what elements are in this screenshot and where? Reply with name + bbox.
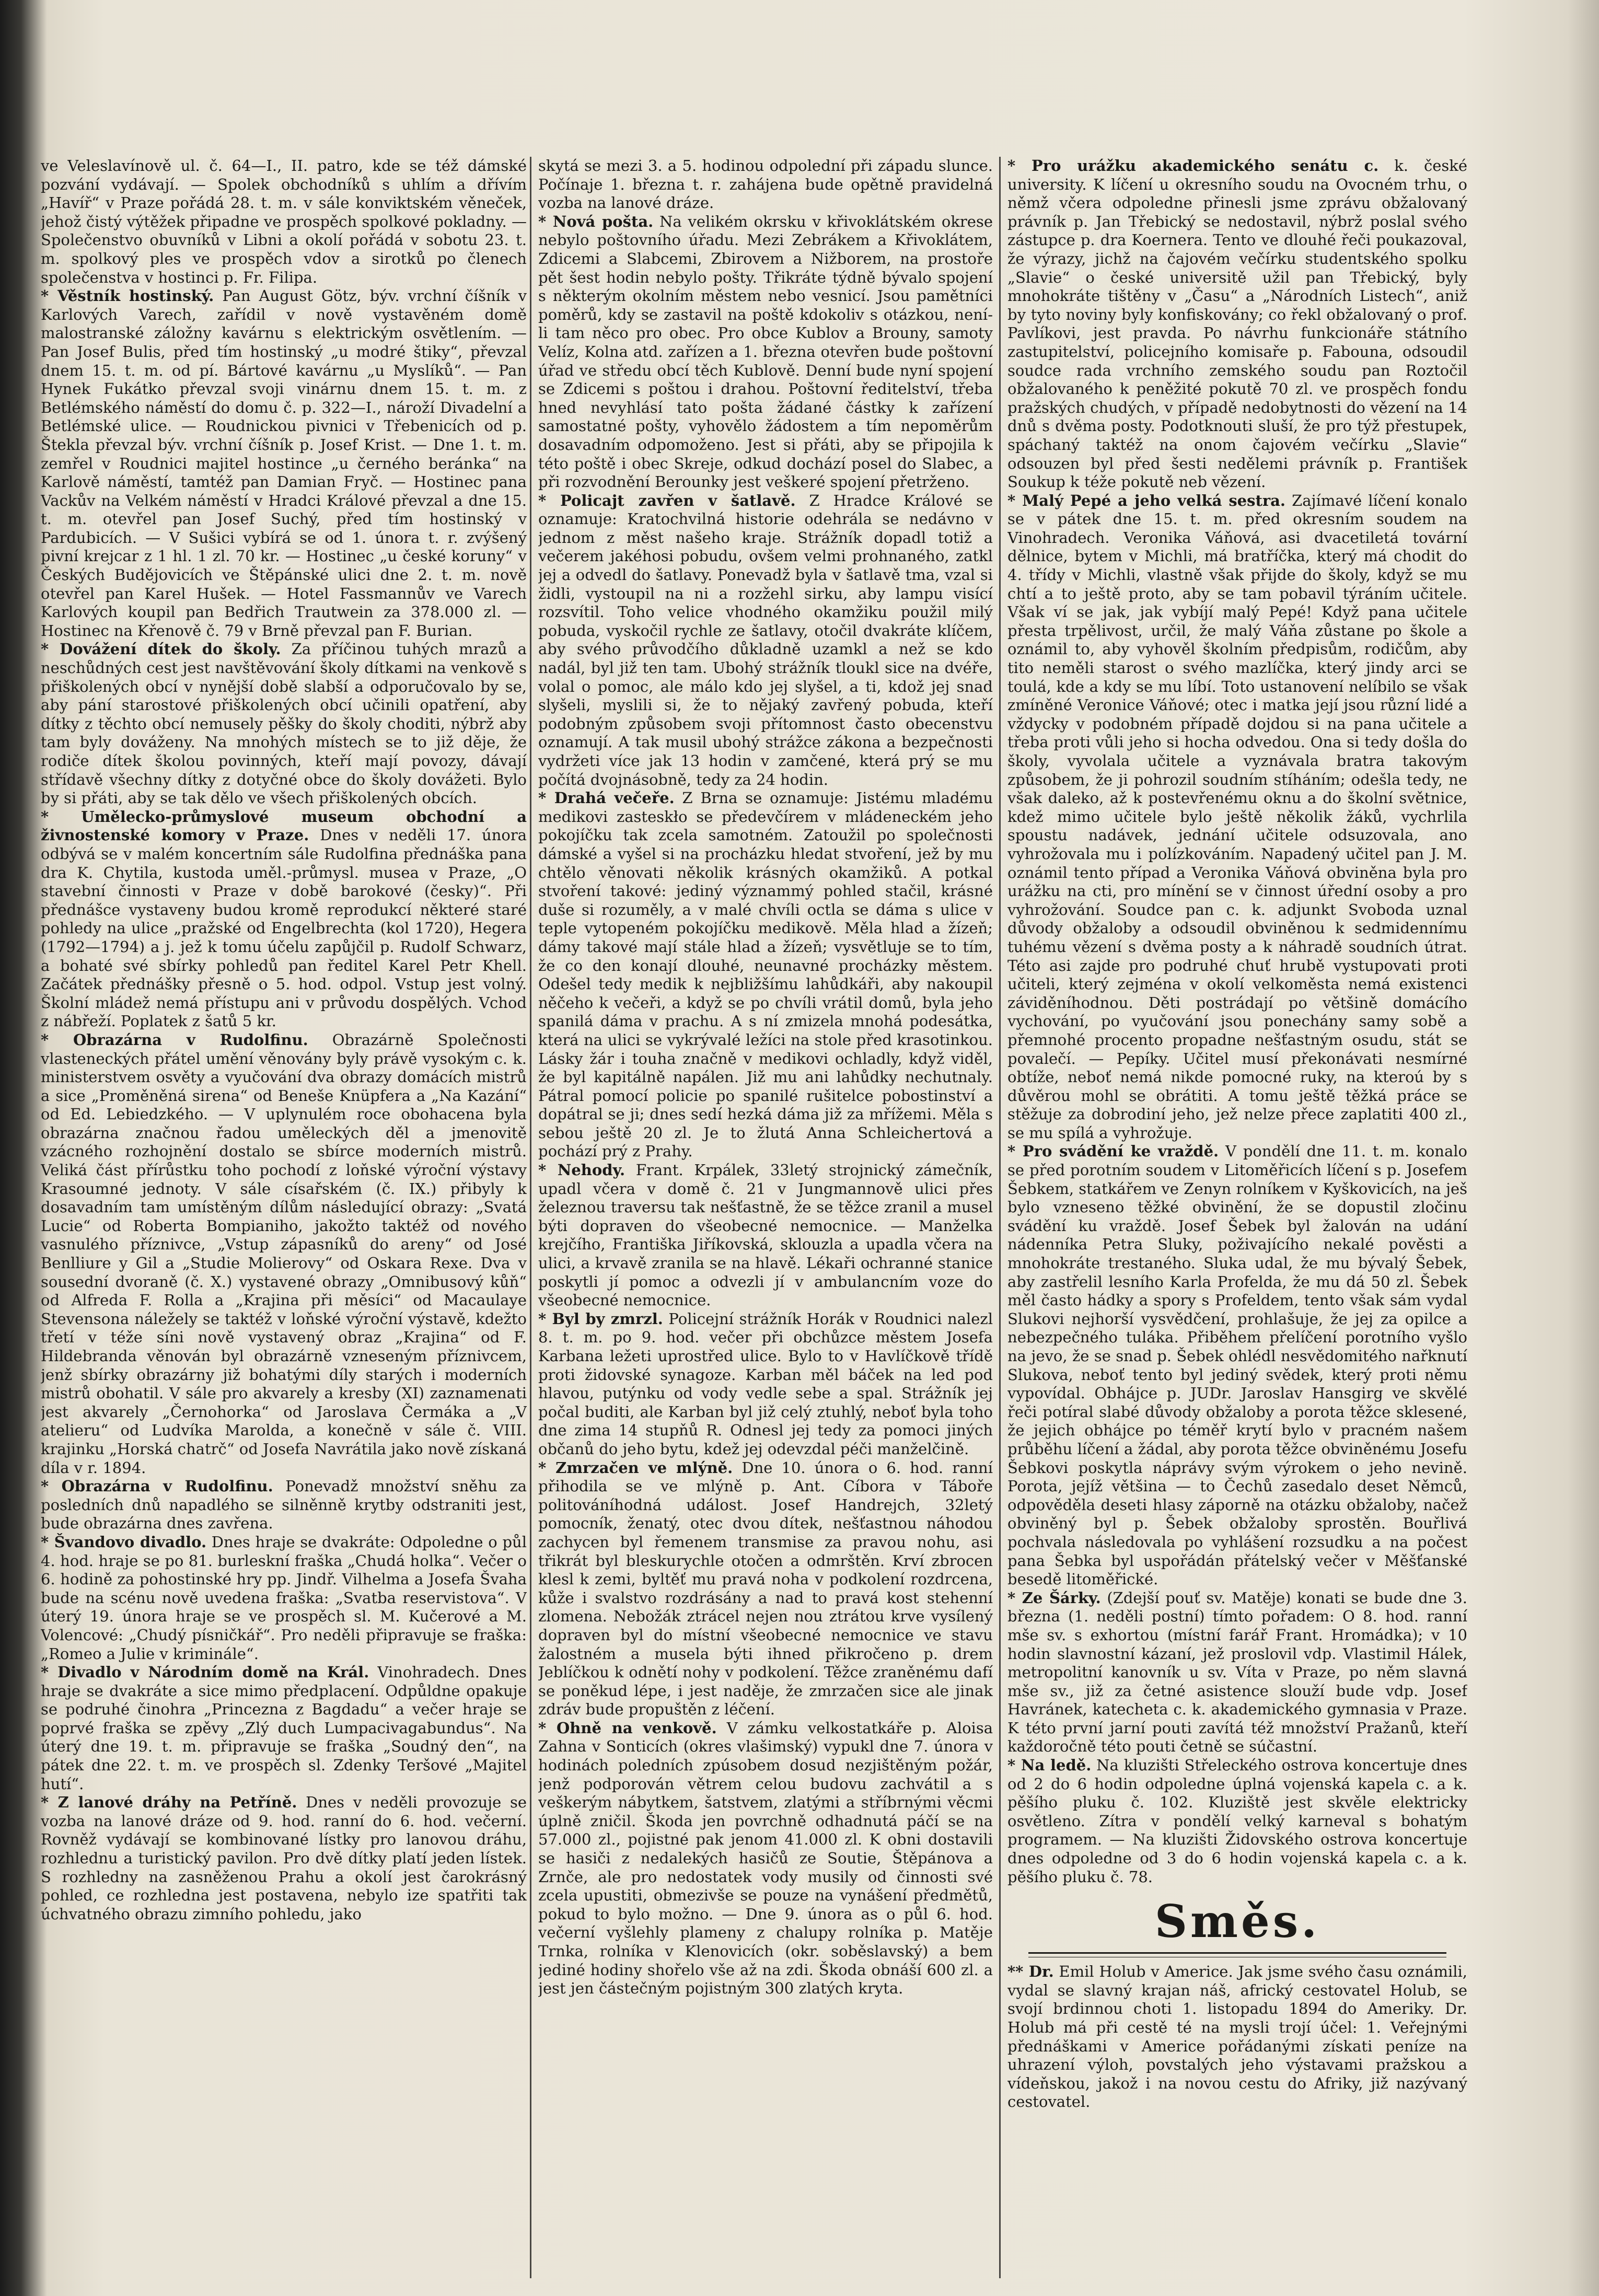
article-paragraph: ve Veleslavínově ul. č. 64—I., II. patro, kde se též dámské pozvání vydávají. — Spolek obchodníků s uhlím a dřívím „Havíř“ v Praze pořádá 28. t. m. v sále konviktském věneček, jehož čistý výtěžek připadne ve prospěch spolkové pokladny. — Společenstvo obuvníků v Libni a okolí pořádá v sobotu 23. t. m. spolkový ples ve prospěch vdov a sirotků po členech společenstva v hostinci p. Fr. Filipa.: [41, 157, 527, 286]
section-heading: Směs.: [1154, 1895, 1320, 1949]
article-paragraph: * Dovážení dítek do školy. Za příčinou tuhých mrazů a neschůdných cest jest navštěvování školy dítkami na venkově s přiškolených obcí v nynější době slabší a odporučovalo by se, aby pání starostové přiškolených obcí učinili opatření, aby dítky z těchto obcí nemusely pěšky do školy choditi, nýbrž aby tam byly dováženy. Na mnohých místech se to již děje, že rodiče dítek školou povinných, kteří mají povozy, dávají střídavě všechny dítky z dotyčné obce do školy dovážeti. Bylo by si přáti, aby se tak dělo ve všech přiškolených obcích.: [41, 640, 527, 807]
article-paragraph: * Policajt zavřen v šatlavě. Z Hradce Králové se oznamuje: Kratochvilná historie odehrála se nedávno v jednom z měst našeho kraje. Strážník dopadl totiž a večerem jakéhosi pobudu, ovšem velmi prohnaného, zatkl jej a odvedl do šatlavy. Ponevadž byla v šatlavě tma, vzal si židli, vystoupil na ni a rozžehl sirku, aby lampu visící rozsvítil. Toho velice vhodného okamžiku použil milý pobuda, vyskočil rychle ze šatlavy, otočil dvakráte klíčem, aby svého průvodčího důkladně uzamkl a než se kdo nadál, byl již ten tam. Ubohý strážník tloukl sice na dvéře, volal o pomoc, ale málo kdo jej slyšel, a ti, kdož jej snad slyšeli, myslili si, že to nějaký zavřený pobuda, kteří podobným způsobem svoji přítomnost často obecenstvu oznamují. A tak musil ubohý strážce zákona a bezpečnosti vydržeti více jak 13 hodin v zamčené, která prý se mu počítá dvojnásobně, tedy za 24 hodin.: [538, 491, 993, 788]
heading-rule: [1028, 1952, 1446, 1957]
article-paragraph: * Umělecko-průmyslové museum obchodní a živnostenské komory v Praze. Dnes v neděli 17. února odbývá se v malém koncertním sále Rudolfina přednáška pana dra K. Chytila, kustoda uměl.-průmysl. musea v Praze, „O stavební činnosti v Praze v době barokové (česky)“. Při přednášce vystaveny budou kromě reprodukcí některé staré pohledy na ulice „pražské od Engelbrechta (kol 1720), Hegera (1792—1794) a j. jež k tomu účelu zapůjčil p. Rudolf Schwarz, a bohaté své sbírky pohledů pan ředitel Karel Petr Khell. Začátek přednášky přesně o 5. hod. odpol. Vstup jest volný. Školní mládež nemá přístupu ani v průvodu dospělých. Vchod z nábřeží. Poplatek z šatů 5 kr.: [41, 807, 527, 1030]
column-3: [1007, 157, 1467, 2278]
article-paragraph: skytá se mezi 3. a 5. hodinou odpolední při západu slunce. Počínaje 1. března t. r. zahájena bude opětně pravidelná vozba na lanové dráze.: [538, 157, 993, 212]
article-paragraph: * Malý Pepé a jeho velká sestra. Zajímavé líčení konalo se v pátek dne 15. t. m. před okresním soudem na Vinohradech. Veronika Váňová, asi dvacetiletá tovární dělnice, bytem v Michli, má bratříčka, který má chodit do 4. třídy v Michli, vlastně však přijde do školy, když se mu chtí a to ještě proto, aby se tam pobavil týráním učitele. Však ví se jak, jak vybíjí malý Pepé! Když pana učitele přesta trpělivost, určil, že malý Váňa zůstane po škole a oznámil to, aby vyhověl školním předpisům, rodičům, aby tito neměli starost o svého mazlíčka, který jindy arci se toulá, kde a kdy se mu líbí. Toto ustanovení nelíbilo se však zmíněné Veronice Váňové; otec i matka její jsou různí lidé a vždycky v podobném případě dojdou si na pana učitele a třeba proti vůli jeho si hocha odvedou. Ona si tedy došla do školy, vyvolala učitele a vyznávala bratra takovým způsobem, že ji pohrozil soudním stíháním; odešla tedy, ne však daleko, až k postevřenému oknu a do školní světnice, kdež mimo učitele bylo ještě několik žáků, vychrlila spoustu nadávek, jednání učitele odsuzovala, ano vyhrožovala mu i polízkováním. Napadený učitel pan J. M. oznámil tento případ a Veronika Váňová obviněna byla pro urážku na cti, pro mínění se v činnost úřední osoby a pro vyhrožování. Soudce pan c. k. adjunkt Svoboda uznal důvody obžaloby a odsoudil obviněnou k sedmidennímu tuhému vězení s dvěma posty a k náhradě soudních útrat. Této asi zajde pro podruhé chuť hrubě vystupovati proti učiteli, který zejména v okolí velkoměsta nemá existenci záviděníhodnou. Děti postrádají po většině domácího vychování, po vyučování jsou ponechány samy sobě a přemnohé procento propadne nešťastným osudu, stát se povalečí. — Pepíky. Učitel musí překonávati nesmírné obtíže, neboť nemá nikde pomocné ruky, na kteroú by s důvěrou mohl se obrátiti. A tomu ještě těžká práce se stěžuje za dobrodiní jeho, jež nelze přece zaplatiti 400 zl., se mu spílá a vyhrožuje.: [1007, 491, 1467, 1142]
article-paragraph: ** Dr. Emil Holub v Americe. Jak jsme svého času oznámili, vydal se slavný krajan náš, africký cestovatel Holub, se svojí brdinnou choti 1. listopadu 1894 do Ameriky. Dr. Holub má při cestě té na mysli trojí účel: 1. Veřejnými přednáškami v Americe pořádanými získati peníze na uhrazení výloh, povstalých jeho výstavami pražskou a vídeňskou, jakož i na novou cestu do Afriky, již nazývaný cestovatel.: [1007, 1963, 1467, 2111]
article-paragraph: * Ze Šárky. (Zdejší pouť sv. Matěje) konati se bude dne 3. března (1. neděli postní) tímto pořadem: O 8. hod. ranní mše sv. s exhortou (místní farář Frant. Hromádka); v 10 hodin slavnostní kázaní, jež proslovil vdp. Vlastimil Hálek, metropolitní kanovník u sv. Víta v Praze, po něm slavná mše sv., již za četné asistence slouží bude vdp. Josef Havránek, katecheta c. k. akademického gymnasia v Praze. K této první jarní pouti zavítá též množství Pražanů, kteří každoročně této pouti četně se súčastní.: [1007, 1588, 1467, 1756]
article-paragraph: * Z lanové dráhy na Petříně. Dnes v neděli provozuje se vozba na lanové dráze od 9. hod. ranní do 6. hod. večerní. Rovněž vydávají se kombinované lístky pro lanovou dráhu, rozhlednu a turistický pavilon. Pro dvě dítky platí jeden lístek. S rozhledny na zasněženou Prahu a okolí jest čarokrásný pohled, ce rozhledna jest postavena, nebylo ize spatřiti tak úchvatného obrazu zimního pohledu, jako: [41, 1793, 527, 1923]
article-paragraph: * Divadlo v Národním domě na Král. Vinohradech. Dnes hraje se dvakráte a sice mimo předplacení. Odpůldne opakuje se podruhé činohra „Princezna z Bagdadu“ a večer hraje se poprvé fraška se zpěvy „Zlý duch Lumpacivagabundus“. Na úterý dne 19. t. m. připravuje se fraška „Soudný den“, na pátek dne 22. t. m. ve prospěch sl. Zdenky Teršové „Majitel hutí“.: [41, 1663, 527, 1793]
article-paragraph: * Na ledě. Na kluzišti Střeleckého ostrova koncertuje dnes od 2 do 6 hodin odpoledne úplná vojenská kapela c. a k. pěšího pluku č. 102. Kluziště jest skvěle elektricky osvětleno. Zítra v pondělí velký karneval s bohatým programem. — Na kluzišti Židovského ostrova koncertuje dnes odpoledne od 3 do 6 hodin vojenská kapela c. a k. pěšího pluku č. 78.: [1007, 1756, 1467, 1886]
article-paragraph: * Pro svádění ke vraždě. V pondělí dne 11. t. m. konalo se před porotním soudem v Litoměřicích líčení s p. Josefem Šebkem, statkářem ve Zenyn rolníkem v Kyškovicích, na ješ bylo vzneseno těžké obvinění, že se dopustil zločinu svádění ku vraždě. Josef Šebek byl žalován na udání nádenníka Petra Sluky, poživajícího nekalé pověsti a mnohokráte trestaného. Sluka udal, že mu bývalý Šebek, aby zastřelil lesního Karla Profelda, že mu dá 50 zl. Šebek měl často hádky a spory s Profeldem, tento však sám vydal Slukovi nejhorší vysvědčení, prohlašuje, že jej za opilce a nebezpečného tuláka. Přiběhem přelíčení porotního vyšlo na jevo, že se snad p. Šebek ohlédl nesvědomitého nařknutí Slukova, neboť tento byl jediný svědek, který proti němu vypovídal. Obhájce p. JUDr. Jaroslav Hansgirg ve skvělé řeči potíral slabé důvody obžaloby a porota těžce sklesené, že jejich obhájce po téměř krytí bylo v pracném našem průběhu líčení a žádal, aby porota těžce obviněnému Josefu Šebkovi poskytla náprávy svým výrokem o jeho nevině. Porota, jejíž většina — to Čechů zasedalo deset Němců, odpověděla deseti hlasy záporně na otázku obžaloby, načež obviněný byl p. Šebek obžaloby sprostěn. Bouřlivá pochvala následovala po vyhlášení rozsudku a na počest pana Šebka byl uspořádán přátelský večer v Měšťanské besedě litoměřické.: [1007, 1142, 1467, 1588]
article-paragraph: * Švandovo divadlo. Dnes hraje se dvakráte: Odpoledne o půl 4. hod. hraje se po 81. burleskní fraška „Chudá holka“. Večer o 6. hodině za pohostinské hry pp. Jindř. Vilhelma a Josefa Švaha bude na scénu nově uvedena fraška: „Svatba reservistova“. V úterý 19. února hraje se ve prospěch sl. M. Kučerové a M. Volencové: „Chudý písničkář“. Pro neděli připravuje se fraška: „Romeo a Julie v kriminále“.: [41, 1533, 527, 1663]
article-paragraph: * Nová pošta. Na velikém okrsku v křivoklátském okrese nebylo poštovního úřadu. Mezi Zebrákem a Křivoklátem, Zdicemi a Slabcemi, Zbirovem a Nižborem, na prostoře pět šest hodin nebylo pošty. Třikráte týdně bývalo spojení s některým okolním městem nebo vesnicí. Jsou pamětníci poměrů, kdy se zastavil na poště kdokoliv s otázkou, není-li tam něco pro obec. Pro obce Kublov a Brouny, samoty Velíz, Kolna atd. zařízen a 1. března otevřen bude poštovní úřad ve středu obcí těch Kublově. Denní bude nyní spojení se Zdicemi s poštou i drahou. Poštovní ředitelství, třeba hned nevyhlásí tato pošta žádané částky k zařízení samostatné pošty, vyhovělo žádostem a tím nepoměrům dosavadním odpomoženo. Jest si přáti, aby se připojila k této poště i obec Skreje, odkud dochází posel do Slabec, a při rozvodnění Berounky jest veškeré spojení přetrženo.: [538, 212, 993, 491]
column-rule: [530, 157, 531, 2278]
article-paragraph: * Nehody. Frant. Krpálek, 33letý strojnický zámečník, upadl včera v domě č. 21 v Jungmannově ulici přes železnou traversu tak nešťastně, že se těžce zranil a musel býti dopraven do všeobecné nemocnice. — Manželka krejčího, Františka Jiříkovská, sklouzla a upadla včera na ulici, a krvavě zranila se na hlavě. Lékaři ochranné stanice poskytli jí pomoc a odvezli jí v ambulancním voze do všeobecné nemocnice.: [538, 1161, 993, 1309]
column-2: [538, 157, 993, 2278]
article-paragraph: * Věstník hostinský. Pan August Götz, býv. vrchní číšník v Karlových Varech, zařídil v nově vystavěném domě malostranské záložny kavárnu s elektrickým osvětlením. — Pan Josef Bulis, před tím hostinský „u modré štiky“, převzal dnem 15. t. m. od pí. Bártové kavárnu „u Myslíků“. — Pan Hynek Fukátko převzal svoji vinárnu dnem 15. t. m. z Betlémského náměstí do domu č. p. 322—I., nároží Divadelní a Betlémské ulice. — Roudnickou pivnici v Třebenicích od p. Štekla převzal býv. vrchní číšník p. Josef Krist. — Dne 1. t. m. zemřel v Roudnici majitel hostince „u černého beránka“ na Karlově náměstí, tamtéž pan Damian Fryč. — Hostinec pana Vackův na Velkém náměstí v Hradci Králové převzal a dne 15. t. m. otevřel pan Josef Suchý, před tím hostinský v Pardubicích. — V Sušici vybírá se od 1. února t. r. zvýšený pivní krejcar z 1 hl. 1 zl. 70 kr. — Hostinec „u české koruny“ v Českých Budějovicích ve Štěpánské ulici dne 2. t. m. nově otevřel pan Karel Hušek. — Hotel Fassmannův ve Varech Karlových koupil pan Bedřich Trautwein za 378.000 zl. — Hostinec na Křenově č. 79 v Brně převzal pan F. Burian.: [41, 287, 527, 640]
article-paragraph: * Byl by zmrzl. Policejní strážník Horák v Roudnici nalezl 8. t. m. po 9. hod. večer při obchůzce městem Josefa Karbana ležeti uprostřed ulice. Bylo to v Havlíčkově třídě proti židovské synagoze. Karban měl báček na led pod hlavou, putýnku od vody vedle sebe a spal. Strážník jej počal buditi, ale Karban byl již celý ztuhlý, neboť byla toho dne zima 14 stupňů R. Odnesl jej tedy za pomoci jiných občanů do jeho bytu, kdež jej odevzdal péči manželčině.: [538, 1309, 993, 1458]
article-paragraph: * Pro urážku akademického senátu c. k. české university. K líčení u okresního soudu na Ovocném trhu, o němž včera odpoledne přinesli jsme zprávu obžalovaný právník p. Jan Třebický se nedostavil, nýbrž poslal svého zástupce p. dra Koernera. Tento ve dlouhé řeči poukazoval, že výrazy, jichž na čajovém večírku studentského spolku „Slavie“ o české universitě užil pan Třebický, byly mnohokráte tištěny v „Času“ a „Národních Listech“, aniž by tyto noviny byly konfiskovány; co řekl obžalovaný o prof. Pavlíkovi, jest pravda. Po návrhu funkcionáře státního zastupitelství, policejního komisaře p. Fabouna, odsoudil soudce rada vrchního zemského soudu pan Roztočil obžalovaného k peněžité pokutě 70 zl. ve prospěch fondu pražských chudých, v případě nedobytnosti do vězení na 14 dnů s dvěma posty. Podotknouti sluší, že pro týž přestupek, spáchaný taktéž na onom čajovém večírku „Slavie“ odsouzen byl před šesti nedělemi právník p. František Soukup k téže pokutě neb vězení.: [1007, 157, 1467, 491]
article-paragraph: * Ohně na venkově. V zámku velkostatkáře p. Aloisa Zahna v Sonticích (okres vlašimský) vypukl dne 7. února v hodinách poledních zpúsobem dosud nezjištěným požár, jenž podporován větrem celou budovu zachvátil a s veškerým nábytkem, šatstvem, zlatými a stříbrnými věcmi úplně zničil. Škoda jen povrchně odhadnutá páčí se na 57.000 zl., pojistné pak jenom 41.000 zl. K obni dostavili se hasiči z nedalekých hasičů ze Soutie, Štěpánova a Zrnče, ale pro nedostatek vody musily od činnosti své zcela upustiti, obmezivše se pouze na vynášení předmětů, pokud to bylo možno. — Dne 9. února as o půl 6. hod. večerní vyšlehly plameny z chalupy rolníka p. Matěje Trnka, rolníka v Klenovicích (okr. soběslavský) a bem jediné hodiny shořelo vše až na zdi. Škoda obnáší 600 zl. a jest jen částečným pojistným 300 zlatých kryta.: [538, 1719, 993, 1998]
column-rule: [999, 157, 1001, 2278]
article-paragraph: * Obrazárna v Rudolfinu. Obrazárně Společnosti vlasteneckých přátel umění věnovány byly právě vysokým c. k. ministerstvem osvěty a vyučování dva obrazy domácích mistrů a sice „Proměněná sirena“ od Beneše Knüpfera a „Na Kazání“ od Ed. Lebiedzkého. — V uplynulém roce obohacena byla obrazárna značnou řadou uměleckých děl a jmenovitě vzácného rozhojnění dostalo se sbírce moderních mistrů. Veliká část přírůstku toho pochodí z loňské výroční výstavy Krasoumné jednoty. V sále císařském (č. IX.) přibyly k dosavadním tam umístěným dílům následující obrazy: „Svatá Lucie“ od Roberta Bompianiho, jakožto taktéž od nového vasnulého příznivce, „Vstup zápasníků do areny“ od José Benlliure y Gil a „Studie Molierovy“ od Oskara Rexe. Dva v sousední dvoraně (č. X.) vystavené obrazy „Omnibusový kůň“ od Alfreda F. Rolla a „Krajina při měsíci“ od Macaulaye Stevensona náležely se taktéž v loňské výroční výstavě, kdežto třetí v téže síni nově vystavený obraz „Krajina“ od F. Hildebranda věnován byl obrazárně vzneseným příznivcem, jenž sbírky obrazárny již bohatými díly starých i moderních mistrů obohatil. V sále pro akvarely a kresby (XI) zaznamenati jest akvarely „Černohorka“ od Jaroslava Čermáka a „V atelieru“ od Ludvíka Marolda, a konečně v sále č. VIII. krajinku „Horská chatrč“ od Josefa Navrátila jako nově získaná díla v r. 1894.: [41, 1030, 527, 1477]
article-paragraph: * Obrazárna v Rudolfinu. Ponevadž množství sněhu za posledních dnů napadlého se silněnně krytby odstraniti jest, bude obrazárna dnes zavřena.: [41, 1477, 527, 1533]
article-paragraph: * Drahá večeře. Z Brna se oznamuje: Jistému mladému medikovi zasteskło se předevčírem v mládeneckém jeho pokojíčku tak zcela samotném. Zatoužil po společnosti dámské a vyšel si na procházku hledat stvoření, jež by mu chtělo věnovati několik krásných okamžiků. A potkal stvoření takové: jediný význammý pohled stačil, krásné duše si rozuměly, a v malé chvíli octla se dáma s ulice v teple vytopeném pokojíčku medikově. Měla hlad a žízeň; dámy takové mají stále hlad a žízeň; vysvětluje se to tím, že co den konají dlouhé, neunavné procházky městem. Odešel tedy medik k nejbližšímu lahůdkáři, aby nakoupil něčeho k večeři, a když se po chvíli vrátil domů, byla jeho spanilá dáma v prachu. A s ní zmizela mnohá podesátka, která na ulici se vykrývalé ležíci na stole před krasotinkou. Lásky žár i touha značně v medikovi ochladly, když viděl, že byl kapitálně napálen. Již mu ani lahůdky nechutnaly. Pátral pomocí policie po spanilé rušitelce pobostinství a dopátral se ji; dnes sedí hezká dáma již za mřížemi. Měla s sebou ještě 20 zl. Je to žlutá Anna Schleichertová a pochází prý z Prahy.: [538, 789, 993, 1161]
article-paragraph: * Zmrzačen ve mlýně. Dne 10. února o 6. hod. ranní přihodila se ve mlýně p. Ant. Cíbora v Táboře politováníhodná událost. Josef Handrejch, 32letý pomocník, ženatý, otec dvou dítek, nešťastnou náhodou zachycen byl řemenem transmise za pravou nohu, asi třikrát byl bleskurychle otočen a odmrštěn. Krví zbrocen klesl k zemi, byltěť mu pravá noha v podkolení rozdrcena, kůže i svalstvo rozdrásány a nad to pravá kost stehenní zlomena. Nebožák ztrácel nejen nou ztrátou krve vysílený dopraven byl do místní všeobecné nemocnice ve stavu žalostném a musela býti ihned přikročeno p. drem Jeblíčkou k odnětí nohy v podkolení. Těžce zraněnému dafí se poněkud lépe, i jest naděje, že zmrzačen sice ale jinak zdráv bude propuštěn z léčení.: [538, 1458, 993, 1719]
column-1: [41, 157, 527, 2278]
